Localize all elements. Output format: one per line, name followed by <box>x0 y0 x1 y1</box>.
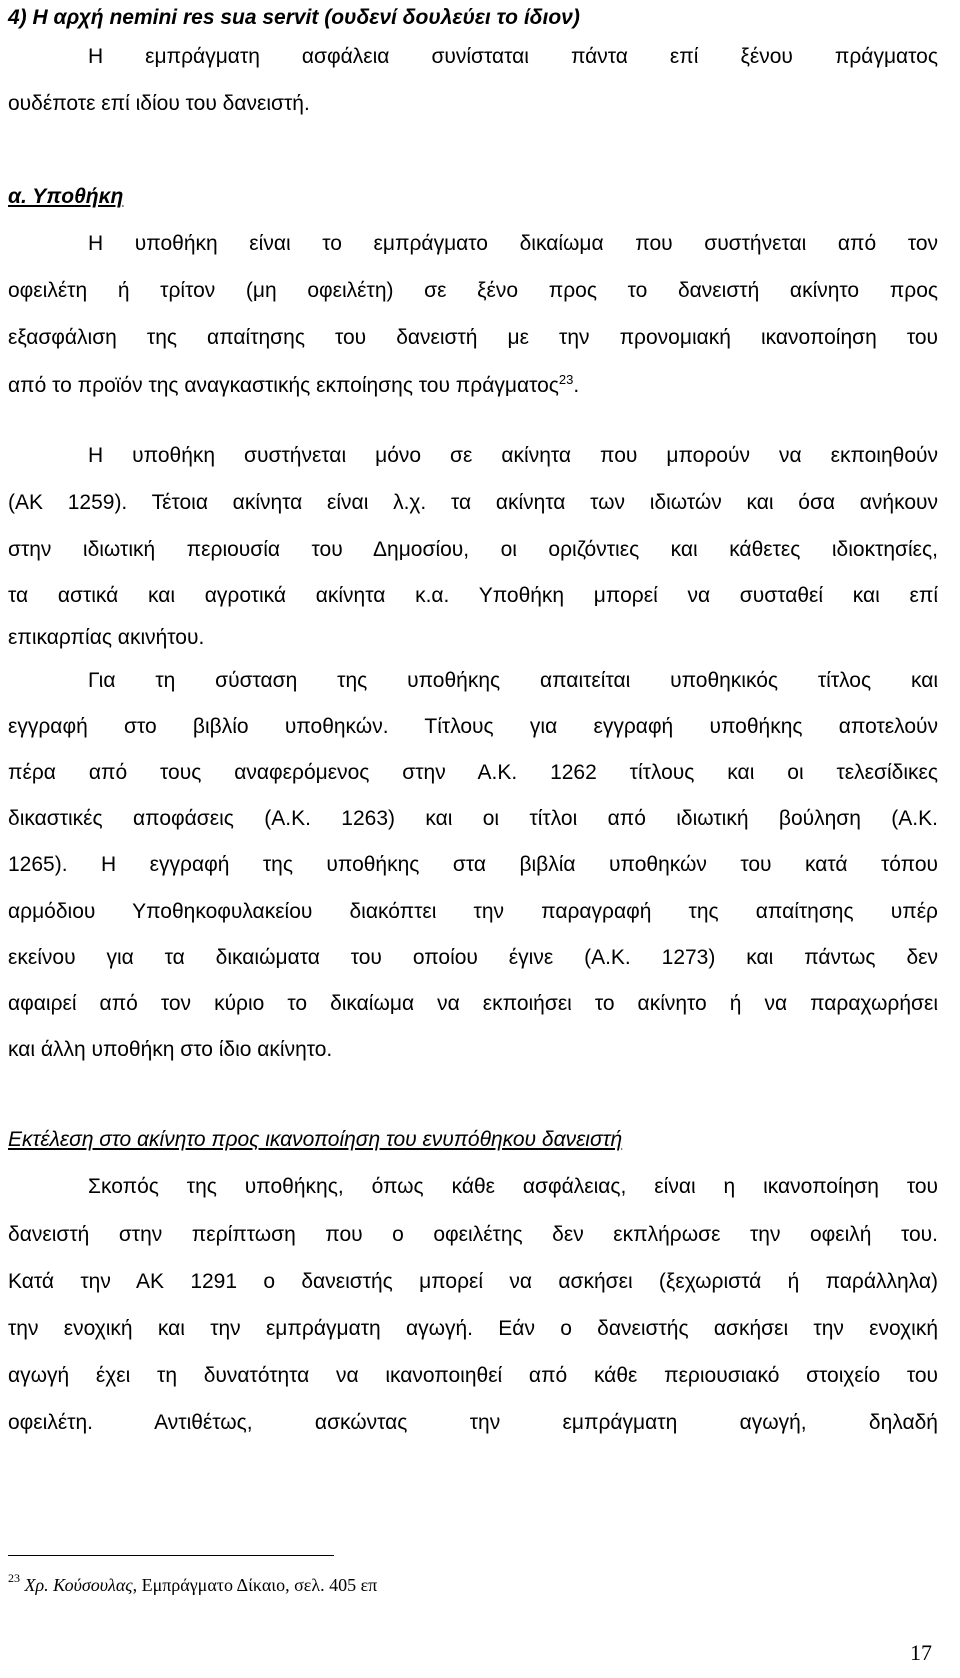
section-4-line-1: Η εμπράγματη ασφάλεια συνίσταται πάντα επί ξένου πράγματος <box>88 45 938 68</box>
mortgage-p2-line-2: (ΑΚ 1259). Τέτοια ακίνητα είναι λ.χ. τα ακίνητα των ιδιωτών και όσα ανήκουν <box>8 491 938 514</box>
execution-line-1: Σκοπός της υποθήκης, όπως κάθε ασφάλειας, είναι η ικανοποίηση του <box>88 1175 938 1198</box>
mortgage-heading: α. Υποθήκη <box>8 185 124 208</box>
footnote-author: Χρ. Κούσουλας <box>24 1575 133 1595</box>
mortgage-p3-line-2: εγγραφή στο βιβλίο υποθηκών. Τίτλους για εγγραφή υποθήκης αποτελούν <box>8 715 938 738</box>
mortgage-p2-line-3: στην ιδιωτική περιουσία του Δημοσίου, οι οριζόντιες και κάθετες ιδιοκτησίες, <box>8 538 938 561</box>
execution-line-4: την ενοχική και την εμπράγματη αγωγή. Εάν ο δανειστής ασκήσει την ενοχική <box>8 1317 938 1340</box>
execution-line-5: αγωγή έχει τη δυνατότητα να ικανοποιηθεί από κάθε περιουσιακό στοιχείο του <box>8 1364 938 1387</box>
mortgage-p2-line-5: επικαρπίας ακινήτου. <box>8 626 205 649</box>
mortgage-p3-line-1: Για τη σύσταση της υποθήκης απαιτείται υποθηκικός τίτλος και <box>88 669 938 692</box>
mortgage-p1-period: . <box>573 374 580 397</box>
mortgage-p3-line-7: εκείνου για τα δικαιώματα του οποίου έγινε (Α.Κ. 1273) και πάντως δεν <box>8 946 938 969</box>
mortgage-p1-line-2: οφειλέτη ή τρίτον (μη οφειλέτη) σε ξένο προς το δανειστή ακίνητο προς <box>8 279 938 302</box>
execution-line-3: Κατά την ΑΚ 1291 ο δανειστής μπορεί να ασκήσει (ξεχωριστά ή παράλληλα) <box>8 1270 938 1293</box>
mortgage-p3-line-6: αρμόδιου Υποθηκοφυλακείου διακόπτει την παραγραφή της απαίτησης υπέρ <box>8 900 938 923</box>
mortgage-p1-line-4-text: από το προϊόν της αναγκαστικής εκποίησης του πράγματος <box>8 374 559 397</box>
mortgage-p1-line-1: Η υποθήκη είναι το εμπράγματο δικαίωμα που συστήνεται από τον <box>88 232 938 255</box>
section-4-line-2: ουδέποτε επί ιδίου του δανειστή. <box>8 92 310 115</box>
footnote-separator <box>8 1555 334 1556</box>
mortgage-p3-line-3: πέρα από τους αναφερόμενος στην Α.Κ. 1262 τίτλους και οι τελεσίδικες <box>8 761 938 784</box>
mortgage-p2-line-1: Η υποθήκη συστήνεται μόνο σε ακίνητα που μπορούν να εκποιηθούν <box>88 444 938 467</box>
mortgage-p3-line-4: δικαστικές αποφάσεις (Α.Κ. 1263) και οι τίτλοι από ιδιωτική βούληση (Α.Κ. <box>8 807 938 830</box>
mortgage-p3-line-8: αφαιρεί από τον κύριο το δικαίωμα να εκποιήσει το ακίνητο ή να παραχωρήσει <box>8 992 938 1015</box>
mortgage-p1-line-4 <box>8 372 938 400</box>
execution-heading: Εκτέλεση στο ακίνητο προς ικανοποίηση του ενυπόθηκου δανειστή <box>8 1128 623 1151</box>
footnote-23 <box>8 1573 377 1597</box>
page-number: 17 <box>910 1640 932 1665</box>
footnote-ref-23[interactable]: 23 <box>558 372 574 387</box>
mortgage-p1-line-3: εξασφάλιση της απαίτησης του δανειστή με την προνομιακή ικανοποίηση του <box>8 326 938 349</box>
footnote-citation: , Εμπράγματο Δίκαιο, σελ. 405 επ <box>132 1575 378 1595</box>
mortgage-p2-line-4: τα αστικά και αγροτικά ακίνητα κ.α. Υποθήκη μπορεί να συσταθεί και επί <box>8 584 938 607</box>
section-4-heading: 4) Η αρχή nemini res sua servit (ουδενί δουλεύει το ίδιον) <box>8 6 580 29</box>
mortgage-p3-line-9: και άλλη υποθήκη στο ίδιο ακίνητο. <box>8 1038 333 1061</box>
execution-line-6: οφειλέτη. Αντιθέτως, ασκώντας την εμπράγματη αγωγή, δηλαδή <box>8 1411 938 1434</box>
mortgage-p3-line-5: 1265). Η εγγραφή της υποθήκης στα βιβλία υποθηκών του κατά τόπου <box>8 853 938 876</box>
footnote-number: 23 <box>8 1571 20 1585</box>
execution-line-2: δανειστή στην περίπτωση που ο οφειλέτης δεν εκπλήρωσε την οφειλή του. <box>8 1223 938 1246</box>
